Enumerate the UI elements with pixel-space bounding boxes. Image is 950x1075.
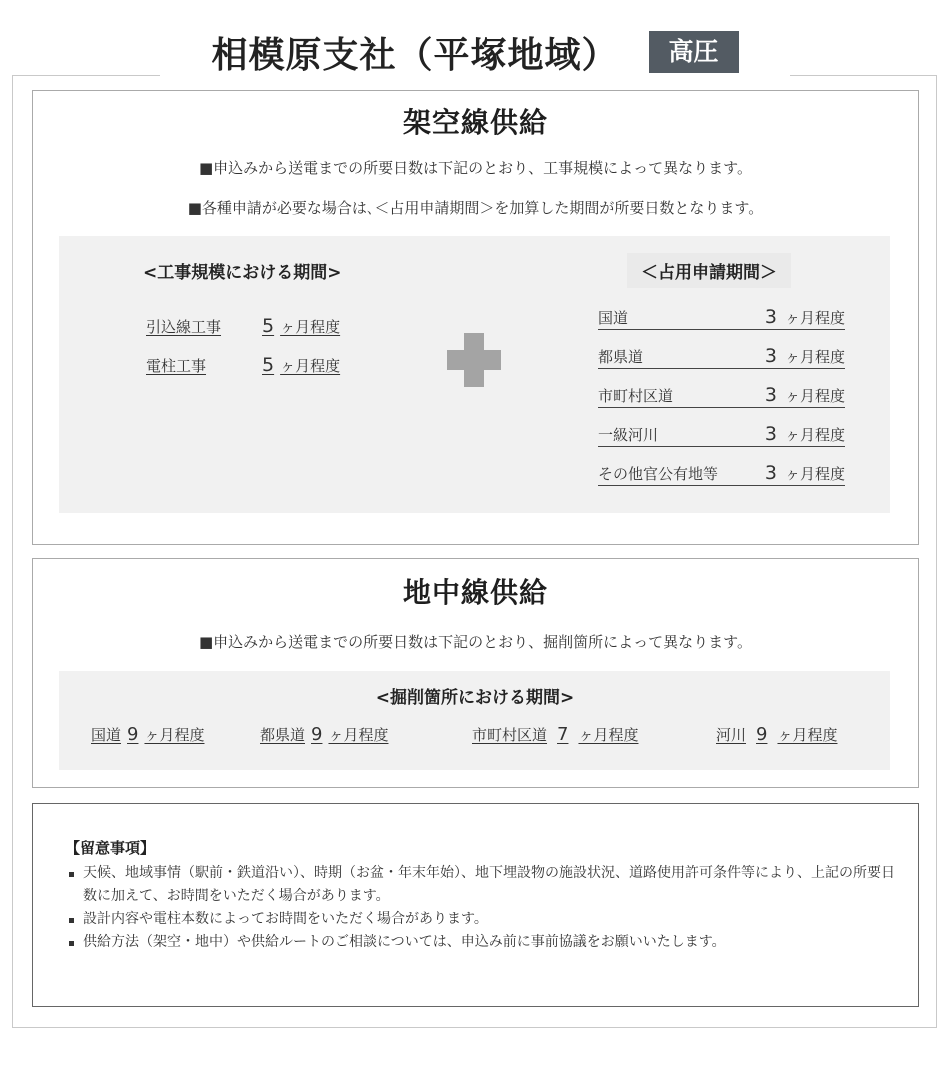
excavation-unit: ヶ月程度 xyxy=(578,726,639,744)
excavation-num: 9 xyxy=(756,724,768,745)
occupancy-label: 一級河川 xyxy=(598,426,659,444)
excavation-num: 9 xyxy=(127,724,139,745)
excavation-unit: ヶ月程度 xyxy=(777,726,838,744)
notes-item: 設計内容や電柱本数によってお時間をいただく場合があります。 xyxy=(61,908,901,931)
excavation-num: 9 xyxy=(311,724,323,745)
excavation-unit: ヶ月程度 xyxy=(328,726,389,744)
excavation-row xyxy=(472,724,638,745)
voltage-badge: 高圧 xyxy=(649,31,739,73)
excavation-row xyxy=(716,724,837,745)
occupancy-row xyxy=(598,384,845,408)
occupancy-row xyxy=(598,462,845,486)
scale-unit: ヶ月程度 xyxy=(280,318,341,336)
scale-label: 引込線工事 xyxy=(146,318,222,336)
overhead-note-2: ■各種申請が必要な場合は､＜占用申請期間＞を加算した期間が所要日数となります。 xyxy=(187,199,764,217)
occupancy-label: その他官公有地等 xyxy=(598,465,719,483)
notes-panel xyxy=(32,803,919,1007)
excavation-row xyxy=(260,724,388,745)
scale-row xyxy=(146,354,340,376)
occupancy-num: 3 xyxy=(764,345,777,367)
excavation-row xyxy=(91,724,204,745)
overhead-title: 架空線供給 xyxy=(402,106,548,139)
page-title: 相模原支社（平塚地域） xyxy=(211,34,619,76)
occupancy-num: 3 xyxy=(764,462,777,484)
scale-num: 5 xyxy=(262,354,275,376)
notes-item: 供給方法（架空・地中）や供給ルートのご相談については、申込み前に事前協議をお願いいたします。 xyxy=(61,931,901,954)
excavation-label: 国道 xyxy=(91,726,122,744)
occupancy-num: 3 xyxy=(764,423,777,445)
occupancy-label: 市町村区道 xyxy=(598,387,674,405)
occupancy-row xyxy=(598,345,845,369)
excavation-num: 7 xyxy=(557,724,569,745)
excavation-heading: <掘削箇所における期間> xyxy=(375,688,575,708)
overhead-note-1: ■申込みから送電までの所要日数は下記のとおり、工事規模によって異なります。 xyxy=(199,159,752,177)
occupancy-unit: ヶ月程度 xyxy=(784,465,845,483)
page-header xyxy=(160,20,790,84)
excavation-label: 河川 xyxy=(716,726,747,744)
notes-title: 【留意事項】 xyxy=(65,839,156,857)
occupancy-heading: ＜占用申請期間＞ xyxy=(627,253,791,288)
occupancy-num: 3 xyxy=(764,306,777,328)
excavation-label: 市町村区道 xyxy=(472,726,548,744)
scale-row xyxy=(146,315,340,337)
scale-heading: <工事規模における期間> xyxy=(143,263,342,283)
occupancy-num: 3 xyxy=(764,384,777,406)
occupancy-unit: ヶ月程度 xyxy=(784,426,845,444)
excavation-unit: ヶ月程度 xyxy=(144,726,205,744)
underground-supply-panel xyxy=(32,558,919,788)
excavation-label: 都県道 xyxy=(260,726,306,744)
occupancy-unit: ヶ月程度 xyxy=(784,309,845,327)
occupancy-unit: ヶ月程度 xyxy=(784,387,845,405)
occupancy-row xyxy=(598,306,845,330)
plus-icon xyxy=(447,333,501,387)
occupancy-label: 国道 xyxy=(598,309,629,327)
scale-unit: ヶ月程度 xyxy=(280,357,341,375)
notes-list xyxy=(61,862,901,954)
occupancy-row xyxy=(598,423,845,447)
occupancy-label: 都県道 xyxy=(598,348,644,366)
notes-item: 天候、地域事情（駅前・鉄道沿い）、時期（お盆・年末年始）、地下埋設物の施設状況、道路使用許可条件等により、上記の所要日数に加えて、お時間をいただく場合があります。 xyxy=(61,862,901,908)
scale-label: 電柱工事 xyxy=(146,357,207,375)
underground-title: 地中線供給 xyxy=(402,576,548,609)
occupancy-unit: ヶ月程度 xyxy=(784,348,845,366)
underground-note: ■申込みから送電までの所要日数は下記のとおり、掘削箇所によって異なります。 xyxy=(199,633,752,651)
scale-num: 5 xyxy=(262,315,275,337)
